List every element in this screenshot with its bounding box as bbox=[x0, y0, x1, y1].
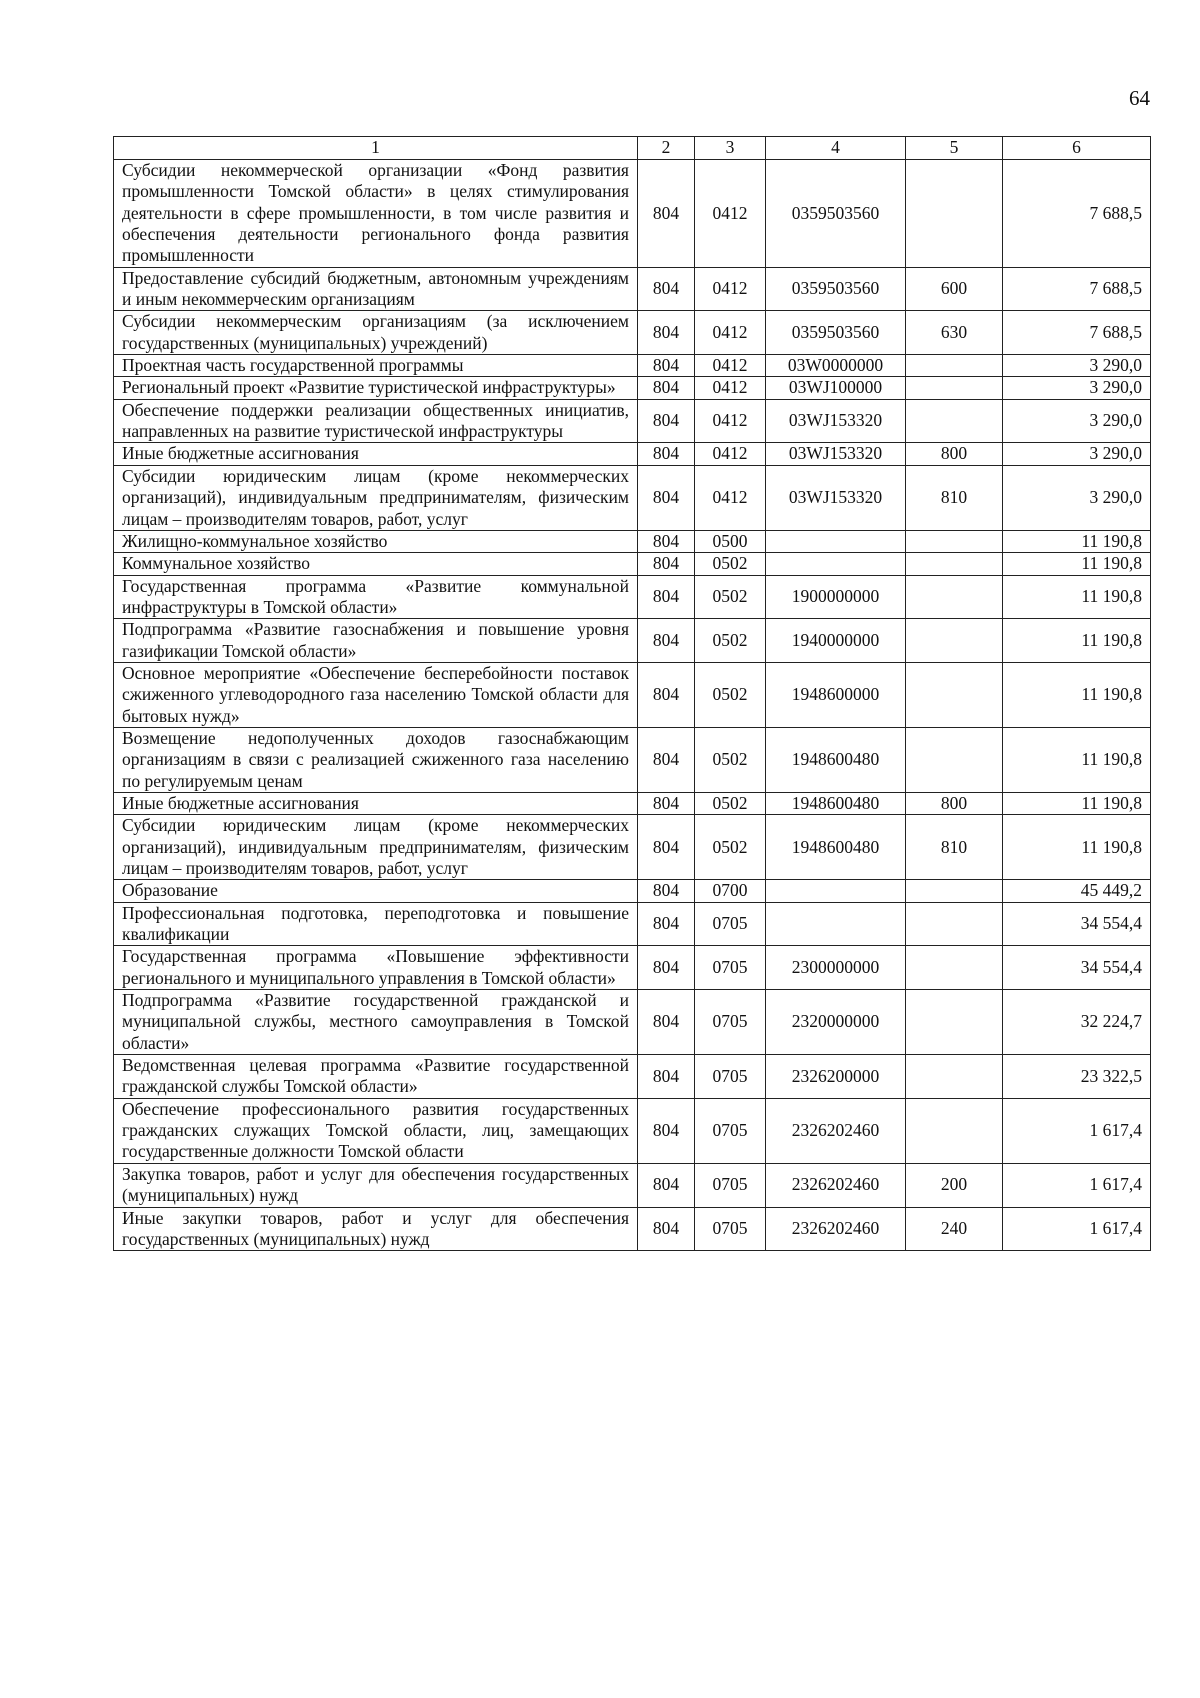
row-name-cell: Иные бюджетные ассигнования bbox=[114, 792, 638, 814]
table-row bbox=[114, 267, 1151, 311]
row-target-cell: 1900000000 bbox=[766, 575, 906, 619]
column-header: 6 bbox=[1003, 137, 1151, 160]
row-type-cell bbox=[906, 990, 1003, 1055]
row-type-cell bbox=[906, 377, 1003, 399]
row-grbs-cell: 804 bbox=[638, 880, 695, 902]
table-row bbox=[114, 377, 1151, 399]
row-target-cell: 0359503560 bbox=[766, 311, 906, 355]
row-type-cell: 800 bbox=[906, 792, 1003, 814]
row-target-cell: 2326202460 bbox=[766, 1207, 906, 1251]
row-grbs-cell: 804 bbox=[638, 553, 695, 575]
row-name-cell: Субсидии некоммерческим организациям (за исключением государственных (муниципальных) учреждений) bbox=[114, 311, 638, 355]
row-target-cell: 03WJ153320 bbox=[766, 465, 906, 530]
row-amount-cell: 3 290,0 bbox=[1003, 377, 1151, 399]
table-row bbox=[114, 1207, 1151, 1251]
row-type-cell bbox=[906, 946, 1003, 990]
table-row bbox=[114, 1055, 1151, 1099]
row-section-cell: 0705 bbox=[695, 1207, 766, 1251]
column-header: 1 bbox=[114, 137, 638, 160]
row-amount-cell: 3 290,0 bbox=[1003, 399, 1151, 443]
row-type-cell bbox=[906, 1098, 1003, 1163]
row-section-cell: 0500 bbox=[695, 530, 766, 552]
row-target-cell: 03WJ153320 bbox=[766, 399, 906, 443]
row-grbs-cell: 804 bbox=[638, 946, 695, 990]
row-name-cell: Иные закупки товаров, работ и услуг для обеспечения государственных (муниципальных) нужд bbox=[114, 1207, 638, 1251]
table-row bbox=[114, 575, 1151, 619]
table-row bbox=[114, 880, 1151, 902]
row-grbs-cell: 804 bbox=[638, 377, 695, 399]
table-row bbox=[114, 553, 1151, 575]
row-grbs-cell: 804 bbox=[638, 1055, 695, 1099]
row-type-cell bbox=[906, 880, 1003, 902]
row-grbs-cell: 804 bbox=[638, 267, 695, 311]
table-row bbox=[114, 902, 1151, 946]
row-type-cell bbox=[906, 399, 1003, 443]
row-target-cell: 0359503560 bbox=[766, 160, 906, 268]
row-type-cell bbox=[906, 902, 1003, 946]
row-target-cell: 2326202460 bbox=[766, 1098, 906, 1163]
row-type-cell: 810 bbox=[906, 815, 1003, 880]
row-amount-cell: 7 688,5 bbox=[1003, 267, 1151, 311]
row-amount-cell: 34 554,4 bbox=[1003, 902, 1151, 946]
column-header: 3 bbox=[695, 137, 766, 160]
row-amount-cell: 7 688,5 bbox=[1003, 311, 1151, 355]
row-amount-cell: 11 190,8 bbox=[1003, 575, 1151, 619]
row-type-cell: 600 bbox=[906, 267, 1003, 311]
row-section-cell: 0412 bbox=[695, 267, 766, 311]
row-target-cell bbox=[766, 902, 906, 946]
row-name-cell: Региональный проект «Развитие туристической инфраструктуры» bbox=[114, 377, 638, 399]
row-grbs-cell: 804 bbox=[638, 662, 695, 727]
row-grbs-cell: 804 bbox=[638, 1207, 695, 1251]
table-row bbox=[114, 990, 1151, 1055]
row-amount-cell: 11 190,8 bbox=[1003, 619, 1151, 663]
row-type-cell: 810 bbox=[906, 465, 1003, 530]
row-amount-cell: 3 290,0 bbox=[1003, 443, 1151, 465]
row-name-cell: Обеспечение профессионального развития государственных гражданских служащих Томской области, лиц, замещающих государственные должности Томской области bbox=[114, 1098, 638, 1163]
row-target-cell: 1948600000 bbox=[766, 662, 906, 727]
header-row bbox=[114, 137, 1151, 160]
column-header: 4 bbox=[766, 137, 906, 160]
table-row bbox=[114, 792, 1151, 814]
budget-table bbox=[113, 136, 1151, 1251]
row-amount-cell: 1 617,4 bbox=[1003, 1163, 1151, 1207]
row-grbs-cell: 804 bbox=[638, 792, 695, 814]
column-header: 2 bbox=[638, 137, 695, 160]
row-name-cell: Предоставление субсидий бюджетным, автономным учреждениям и иным некоммерческим организациям bbox=[114, 267, 638, 311]
row-name-cell: Субсидии некоммерческой организации «Фонд развития промышленности Томской области» в целях стимулирования деятельности в сфере промышленности, в том числе развития и обеспечения деятельности регионального фонда развития промышленности bbox=[114, 160, 638, 268]
row-type-cell bbox=[906, 619, 1003, 663]
table-row bbox=[114, 1098, 1151, 1163]
row-grbs-cell: 804 bbox=[638, 1163, 695, 1207]
row-amount-cell: 1 617,4 bbox=[1003, 1098, 1151, 1163]
row-type-cell: 800 bbox=[906, 443, 1003, 465]
row-type-cell: 630 bbox=[906, 311, 1003, 355]
row-section-cell: 0502 bbox=[695, 662, 766, 727]
row-grbs-cell: 804 bbox=[638, 399, 695, 443]
row-amount-cell: 1 617,4 bbox=[1003, 1207, 1151, 1251]
row-name-cell: Жилищно-коммунальное хозяйство bbox=[114, 530, 638, 552]
row-name-cell: Закупка товаров, работ и услуг для обеспечения государственных (муниципальных) нужд bbox=[114, 1163, 638, 1207]
row-amount-cell: 3 290,0 bbox=[1003, 355, 1151, 377]
row-target-cell: 2326202460 bbox=[766, 1163, 906, 1207]
table-row bbox=[114, 311, 1151, 355]
row-grbs-cell: 804 bbox=[638, 575, 695, 619]
row-section-cell: 0412 bbox=[695, 465, 766, 530]
row-target-cell: 2300000000 bbox=[766, 946, 906, 990]
table-row bbox=[114, 815, 1151, 880]
row-amount-cell: 11 190,8 bbox=[1003, 792, 1151, 814]
row-section-cell: 0502 bbox=[695, 792, 766, 814]
row-type-cell bbox=[906, 1055, 1003, 1099]
row-target-cell: 1940000000 bbox=[766, 619, 906, 663]
row-amount-cell: 11 190,8 bbox=[1003, 727, 1151, 792]
row-type-cell: 200 bbox=[906, 1163, 1003, 1207]
row-amount-cell: 3 290,0 bbox=[1003, 465, 1151, 530]
row-section-cell: 0502 bbox=[695, 619, 766, 663]
row-target-cell: 1948600480 bbox=[766, 792, 906, 814]
row-type-cell bbox=[906, 662, 1003, 727]
row-amount-cell: 32 224,7 bbox=[1003, 990, 1151, 1055]
row-amount-cell: 11 190,8 bbox=[1003, 553, 1151, 575]
table-row bbox=[114, 619, 1151, 663]
row-section-cell: 0502 bbox=[695, 727, 766, 792]
row-target-cell: 1948600480 bbox=[766, 815, 906, 880]
row-type-cell bbox=[906, 530, 1003, 552]
row-amount-cell: 11 190,8 bbox=[1003, 815, 1151, 880]
row-name-cell: Подпрограмма «Развитие государственной гражданской и муниципальной службы, местного самоуправления в Томской области» bbox=[114, 990, 638, 1055]
row-name-cell: Профессиональная подготовка, переподготовка и повышение квалификации bbox=[114, 902, 638, 946]
row-name-cell: Иные бюджетные ассигнования bbox=[114, 443, 638, 465]
row-name-cell: Субсидии юридическим лицам (кроме некоммерческих организаций), индивидуальным предпринимателям, физическим лицам – производителям товаров, работ, услуг bbox=[114, 815, 638, 880]
row-section-cell: 0412 bbox=[695, 355, 766, 377]
row-section-cell: 0705 bbox=[695, 1098, 766, 1163]
table-row bbox=[114, 355, 1151, 377]
row-section-cell: 0502 bbox=[695, 553, 766, 575]
row-grbs-cell: 804 bbox=[638, 990, 695, 1055]
row-target-cell: 2326200000 bbox=[766, 1055, 906, 1099]
row-name-cell: Субсидии юридическим лицам (кроме некоммерческих организаций), индивидуальным предпринимателям, физическим лицам – производителям товаров, работ, услуг bbox=[114, 465, 638, 530]
row-target-cell bbox=[766, 530, 906, 552]
row-section-cell: 0412 bbox=[695, 443, 766, 465]
row-name-cell: Подпрограмма «Развитие газоснабжения и повышение уровня газификации Томской области» bbox=[114, 619, 638, 663]
row-grbs-cell: 804 bbox=[638, 1098, 695, 1163]
row-grbs-cell: 804 bbox=[638, 465, 695, 530]
row-amount-cell: 45 449,2 bbox=[1003, 880, 1151, 902]
table-row bbox=[114, 1163, 1151, 1207]
row-type-cell bbox=[906, 727, 1003, 792]
row-target-cell: 03WJ153320 bbox=[766, 443, 906, 465]
row-target-cell: 2320000000 bbox=[766, 990, 906, 1055]
row-type-cell bbox=[906, 355, 1003, 377]
row-grbs-cell: 804 bbox=[638, 355, 695, 377]
row-grbs-cell: 804 bbox=[638, 815, 695, 880]
row-amount-cell: 11 190,8 bbox=[1003, 530, 1151, 552]
row-name-cell: Коммунальное хозяйство bbox=[114, 553, 638, 575]
row-name-cell: Основное мероприятие «Обеспечение бесперебойности поставок сжиженного углеводородного газа населению Томской области для бытовых нужд» bbox=[114, 662, 638, 727]
table-row bbox=[114, 443, 1151, 465]
table-row bbox=[114, 530, 1151, 552]
row-grbs-cell: 804 bbox=[638, 311, 695, 355]
row-section-cell: 0705 bbox=[695, 990, 766, 1055]
row-section-cell: 0705 bbox=[695, 902, 766, 946]
row-target-cell: 03WJ100000 bbox=[766, 377, 906, 399]
row-section-cell: 0502 bbox=[695, 575, 766, 619]
row-grbs-cell: 804 bbox=[638, 902, 695, 946]
column-header: 5 bbox=[906, 137, 1003, 160]
row-name-cell: Проектная часть государственной программы bbox=[114, 355, 638, 377]
table-row bbox=[114, 160, 1151, 268]
row-section-cell: 0502 bbox=[695, 815, 766, 880]
row-type-cell bbox=[906, 160, 1003, 268]
row-section-cell: 0700 bbox=[695, 880, 766, 902]
row-section-cell: 0412 bbox=[695, 399, 766, 443]
row-grbs-cell: 804 bbox=[638, 443, 695, 465]
row-section-cell: 0412 bbox=[695, 377, 766, 399]
table-row bbox=[114, 399, 1151, 443]
row-grbs-cell: 804 bbox=[638, 160, 695, 268]
table-row bbox=[114, 465, 1151, 530]
row-grbs-cell: 804 bbox=[638, 530, 695, 552]
row-target-cell bbox=[766, 553, 906, 575]
row-section-cell: 0705 bbox=[695, 1055, 766, 1099]
row-section-cell: 0705 bbox=[695, 1163, 766, 1207]
row-type-cell: 240 bbox=[906, 1207, 1003, 1251]
row-target-cell bbox=[766, 880, 906, 902]
row-name-cell: Государственная программа «Повышение эффективности регионального и муниципального управления в Томской области» bbox=[114, 946, 638, 990]
row-target-cell: 1948600480 bbox=[766, 727, 906, 792]
row-amount-cell: 7 688,5 bbox=[1003, 160, 1151, 268]
row-type-cell bbox=[906, 553, 1003, 575]
row-target-cell: 0359503560 bbox=[766, 267, 906, 311]
row-amount-cell: 34 554,4 bbox=[1003, 946, 1151, 990]
row-name-cell: Обеспечение поддержки реализации общественных инициатив, направленных на развитие туристической инфраструктуры bbox=[114, 399, 638, 443]
row-amount-cell: 11 190,8 bbox=[1003, 662, 1151, 727]
row-grbs-cell: 804 bbox=[638, 619, 695, 663]
table-row bbox=[114, 662, 1151, 727]
row-section-cell: 0412 bbox=[695, 160, 766, 268]
row-name-cell: Государственная программа «Развитие коммунальной инфраструктуры в Томской области» bbox=[114, 575, 638, 619]
row-grbs-cell: 804 bbox=[638, 727, 695, 792]
table-row bbox=[114, 946, 1151, 990]
row-section-cell: 0412 bbox=[695, 311, 766, 355]
row-section-cell: 0705 bbox=[695, 946, 766, 990]
table-row bbox=[114, 727, 1151, 792]
row-name-cell: Ведомственная целевая программа «Развитие государственной гражданской службы Томской области» bbox=[114, 1055, 638, 1099]
row-target-cell: 03W0000000 bbox=[766, 355, 906, 377]
row-amount-cell: 23 322,5 bbox=[1003, 1055, 1151, 1099]
row-type-cell bbox=[906, 575, 1003, 619]
page-number: 64 bbox=[1129, 86, 1150, 110]
row-name-cell: Возмещение недополученных доходов газоснабжающим организациям в связи с реализацией сжиженного газа населению по регулируемым ценам bbox=[114, 727, 638, 792]
row-name-cell: Образование bbox=[114, 880, 638, 902]
